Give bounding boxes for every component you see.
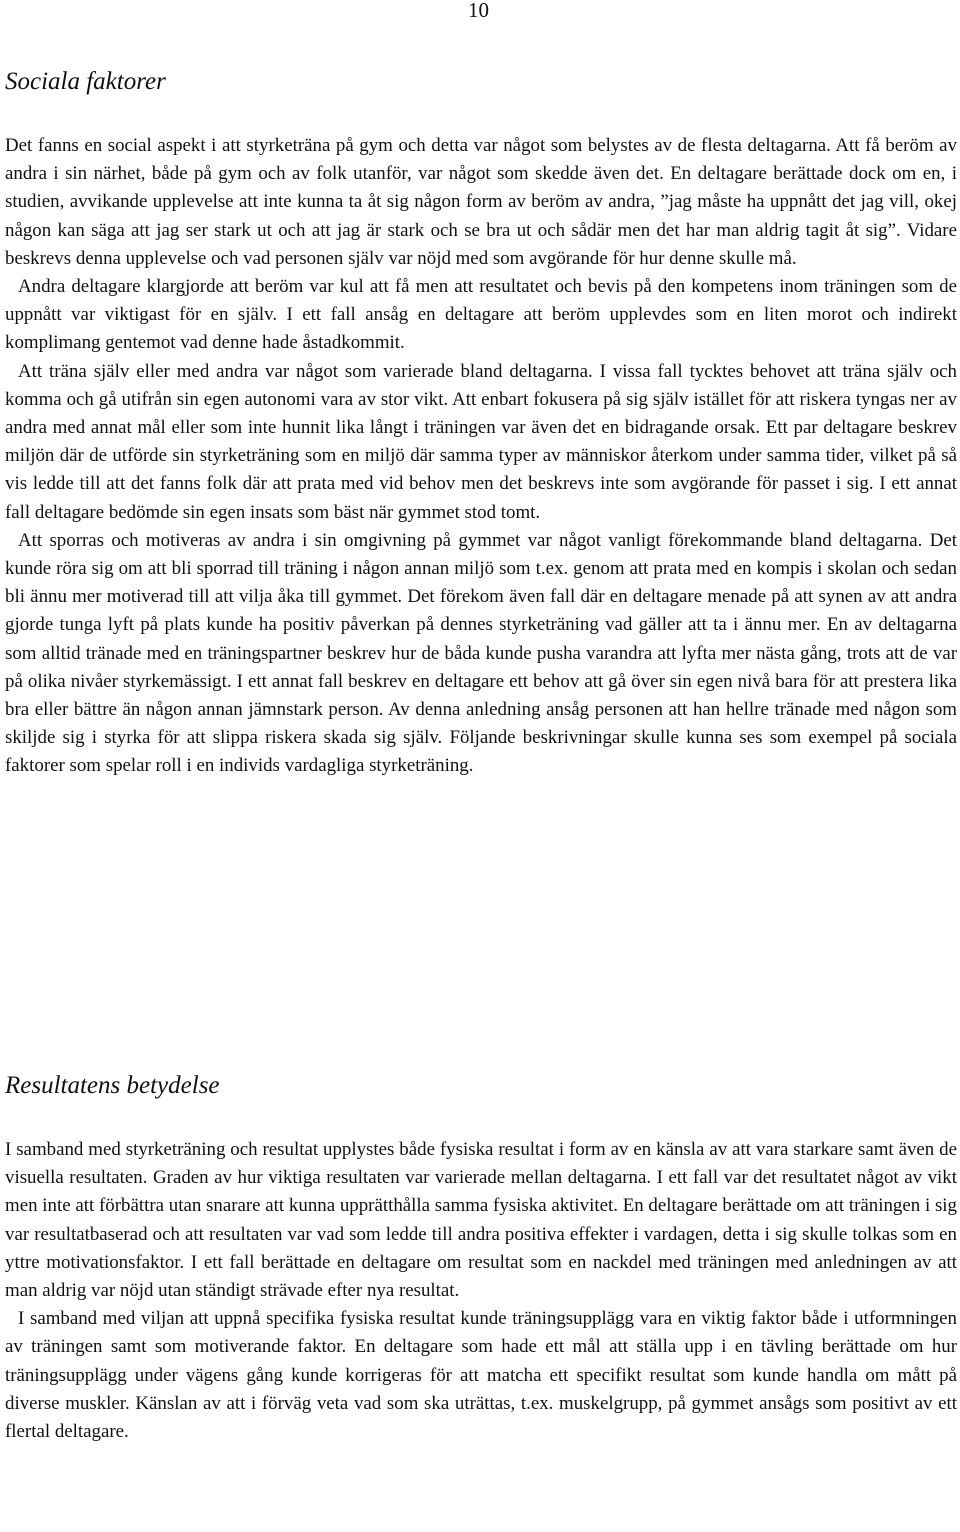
paragraph: I samband med viljan att uppnå specifika fysiska resultat kunde träningsupplägg vara en viktig faktor både i utformningen av träningen samt som motiverande faktor. En deltagare som hade ett mål att ställa upp i en tävling berättade om hur träningsupplägg under vägens gång kunde korrigeras för att matcha ett specifikt resultat som kunde handla om mått på diverse muskler. Känslan av att i förväg veta vad som ska uträttas, t.ex. muskelgrupp, på gymmet ansågs som positivt av ett flertal deltagare.	[5, 1308, 957, 1443]
paragraph: Att sporras och motiveras av andra i sin omgivning på gymmet var något vanligt förekommande bland deltagarna. Det kunde röra sig om att bli sporrad till träning i någon annan miljö som t.ex. genom att prata med en kompis i skolan och sedan bli ännu mer motiverad till att vilja åka till gymmet. Det förekom även fall där en deltagare menade på att synen av att andra gjorde tunga lyft på plats kunde ha positiv påverkan på dennes styrketräning vad gäller att ta i ännu mer. En av deltagarna som alltid tränade med en träningspartner beskrev hur de båda kunde pusha varandra att lyfta mer nästa gång, trots att de var på olika nivåer styrkemässigt. I ett annat fall beskrev en deltagare ett behov att gå över sin egen nivå bara för att prestera lika bra eller bättre än någon annan jämnstark person. Av denna anledning ansåg personen att han hellre tränade med någon som skiljde sig i styrka för att slippa riskera skada sig själv. Följande beskrivningar skulle kunna ses som exempel på sociala faktorer som spelar roll i en individs vardagliga styrketräning.	[5, 529, 957, 777]
section-heading-resultatens-betydelse: Resultatens betydelse	[5, 1072, 220, 1099]
section-body-sociala-faktorer	[5, 132, 957, 781]
paragraph: I samband med styrketräning och resultat upplystes både fysiska resultat i form av en känsla av att vara starkare samt även de visuella resultaten. Graden av hur viktiga resultaten var varierade mellan deltagarna. I ett fall var det resultatet något av vikt men inte att förbättra utan snarare att kunna upprätthålla samma fysiska aktivitet. En deltagare berättade om att träningen i sig var resultatbaserad och att resultaten var vad som ledde till andra positiva effekter i vardagen, detta i sig skulle tolkas som en yttre motivationsfaktor. I ett fall berättade en deltagare om resultat som en nackdel med träningen med anledningen av att man aldrig var nöjd utan ständigt strävade efter nya resultat.	[5, 1139, 957, 1302]
section-heading-sociala-faktorer: Sociala faktorer	[5, 68, 166, 95]
paragraph: Det fanns en social aspekt i att styrketräna på gym och detta var något som belystes av de flesta deltagarna. Att få beröm av andra i sin närhet, både på gym och av folk utanför, var något som skedde även det. En deltagare berättade dock om en, i studien, avvikande upplevelse att inte kunna ta åt sig någon form av beröm av andra, ”jag måste ha uppnått det jag vill, okej någon kan säga att jag ser stark ut och att jag är stark och se bra ut och sådär men det har man aldrig tagit åt sig”. Vidare beskrevs denna upplevelse och vad personen själv var nöjd med som avgörande för hur denne skulle må.	[5, 135, 957, 269]
paragraph: Andra deltagare klargjorde att beröm var kul att få men att resultatet och bevis på den kompetens inom träningen som de uppnått var viktigast för en själv. I ett fall ansåg en deltagare att beröm upplevdes som en liten morot och indirekt komplimang gentemot vad denne hade åstadkommit.	[5, 276, 957, 354]
page-number: 10	[468, 0, 489, 22]
section-body-resultatens-betydelse	[5, 1136, 957, 1446]
paragraph: Att träna själv eller med andra var något som varierade bland deltagarna. I vissa fall tycktes behovet att träna själv och komma och gå utifrån sin egen autonomi vara av stor vikt. Att enbart fokusera på sig själv istället för att riskera tyngas ner av andra med annat mål eller som inte hunnit lika långt i träningen var även det en bidragande orsak. Ett par deltagare beskrev miljön där de utförde sin styrketräning som en miljö där samma typer av människor återkom under samma tider, vilket på så vis ledde till att det fanns folk där att prata med vid behov men det beskrevs inte som avgörande för passet i sig. I ett annat fall deltagare bedömde sin egen insats som bäst när gymmet stod tomt.	[5, 360, 957, 523]
